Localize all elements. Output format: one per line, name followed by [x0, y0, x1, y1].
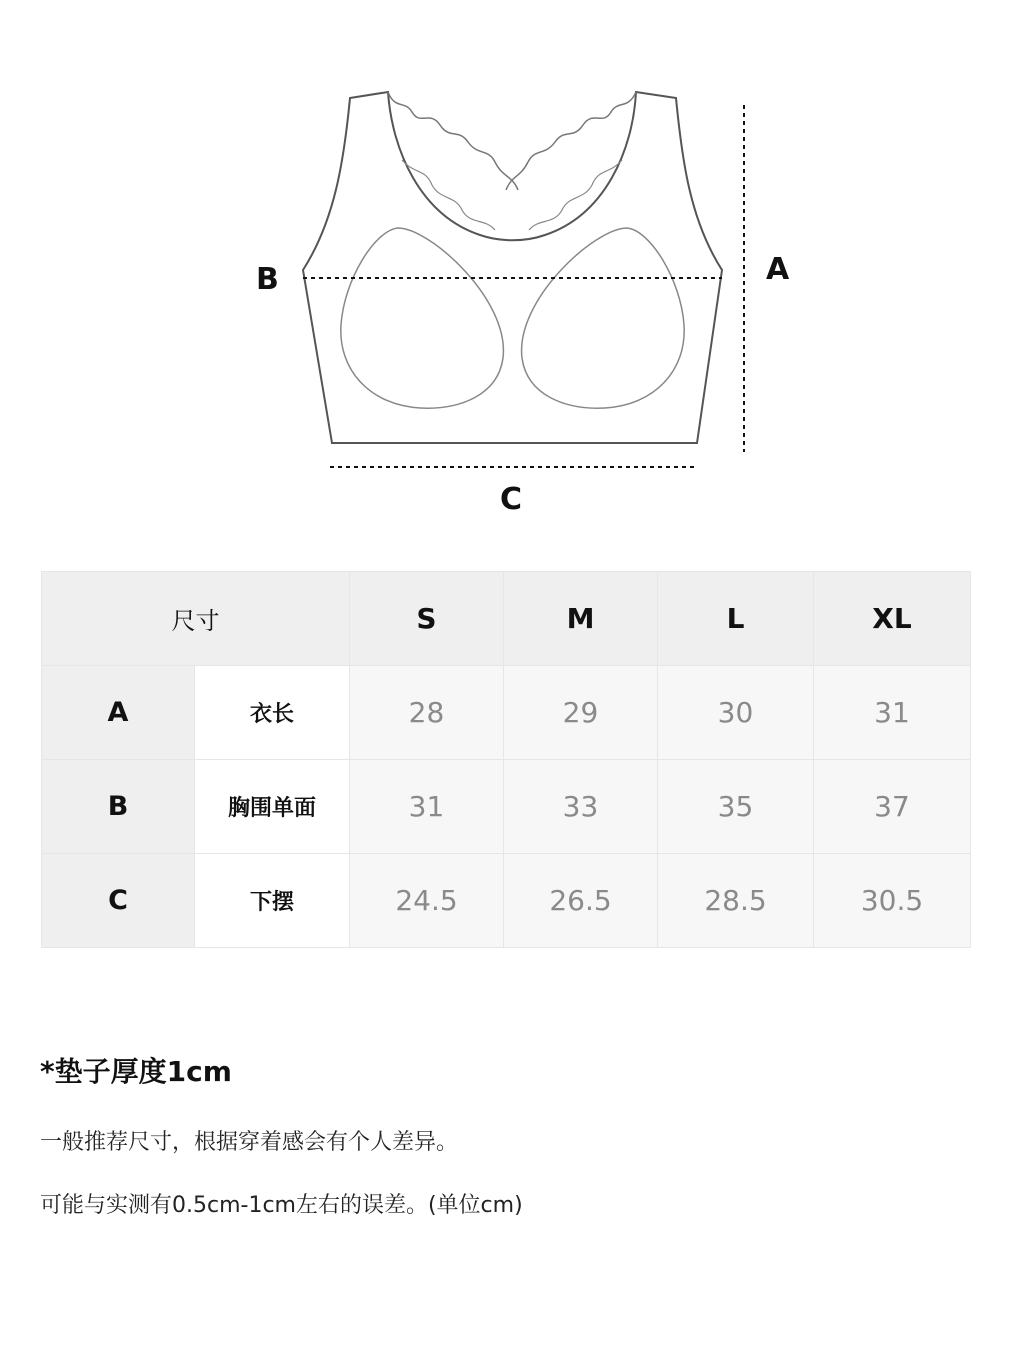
row-value: 31 — [814, 666, 971, 760]
row-value: 35 — [658, 760, 814, 854]
header-size-label: 尺寸 — [42, 572, 350, 666]
size-chart-table — [41, 571, 971, 948]
header-size-xl: XL — [814, 572, 971, 666]
measurement-error-note: 可能与实测有0.5cm-1cm左右的误差。(单位cm) — [40, 1193, 523, 1218]
label-c: C — [500, 482, 523, 517]
row-value: 31 — [350, 760, 504, 854]
row-value: 37 — [814, 760, 971, 854]
cup-left — [341, 228, 504, 408]
label-b: B — [256, 262, 279, 297]
pad-thickness-note: *垫子厚度1cm — [40, 1055, 232, 1088]
label-a: A — [766, 252, 790, 287]
cup-right — [522, 228, 685, 408]
table-row — [42, 854, 971, 948]
row-name: 衣长 — [195, 666, 350, 760]
header-size-l: L — [658, 572, 814, 666]
row-name: 胸围单面 — [195, 760, 350, 854]
row-code: B — [42, 760, 195, 854]
row-code: C — [42, 854, 195, 948]
size-recommendation-note: 一般推荐尺寸，根据穿着感会有个人差异。 — [40, 1130, 459, 1155]
row-value: 26.5 — [504, 854, 658, 948]
row-value: 28 — [350, 666, 504, 760]
table-row — [42, 760, 971, 854]
header-size-s: S — [350, 572, 504, 666]
table-header-row — [42, 572, 971, 666]
lace-left — [388, 92, 518, 190]
header-size-m: M — [504, 572, 658, 666]
row-name: 下摆 — [195, 854, 350, 948]
row-value: 30.5 — [814, 854, 971, 948]
bra-measurement-diagram — [0, 0, 1024, 540]
row-value: 30 — [658, 666, 814, 760]
row-code: A — [42, 666, 195, 760]
row-value: 28.5 — [658, 854, 814, 948]
table-row — [42, 666, 971, 760]
lace-right — [506, 92, 636, 190]
row-value: 24.5 — [350, 854, 504, 948]
row-value: 29 — [504, 666, 658, 760]
garment-outline — [303, 92, 722, 443]
row-value: 33 — [504, 760, 658, 854]
